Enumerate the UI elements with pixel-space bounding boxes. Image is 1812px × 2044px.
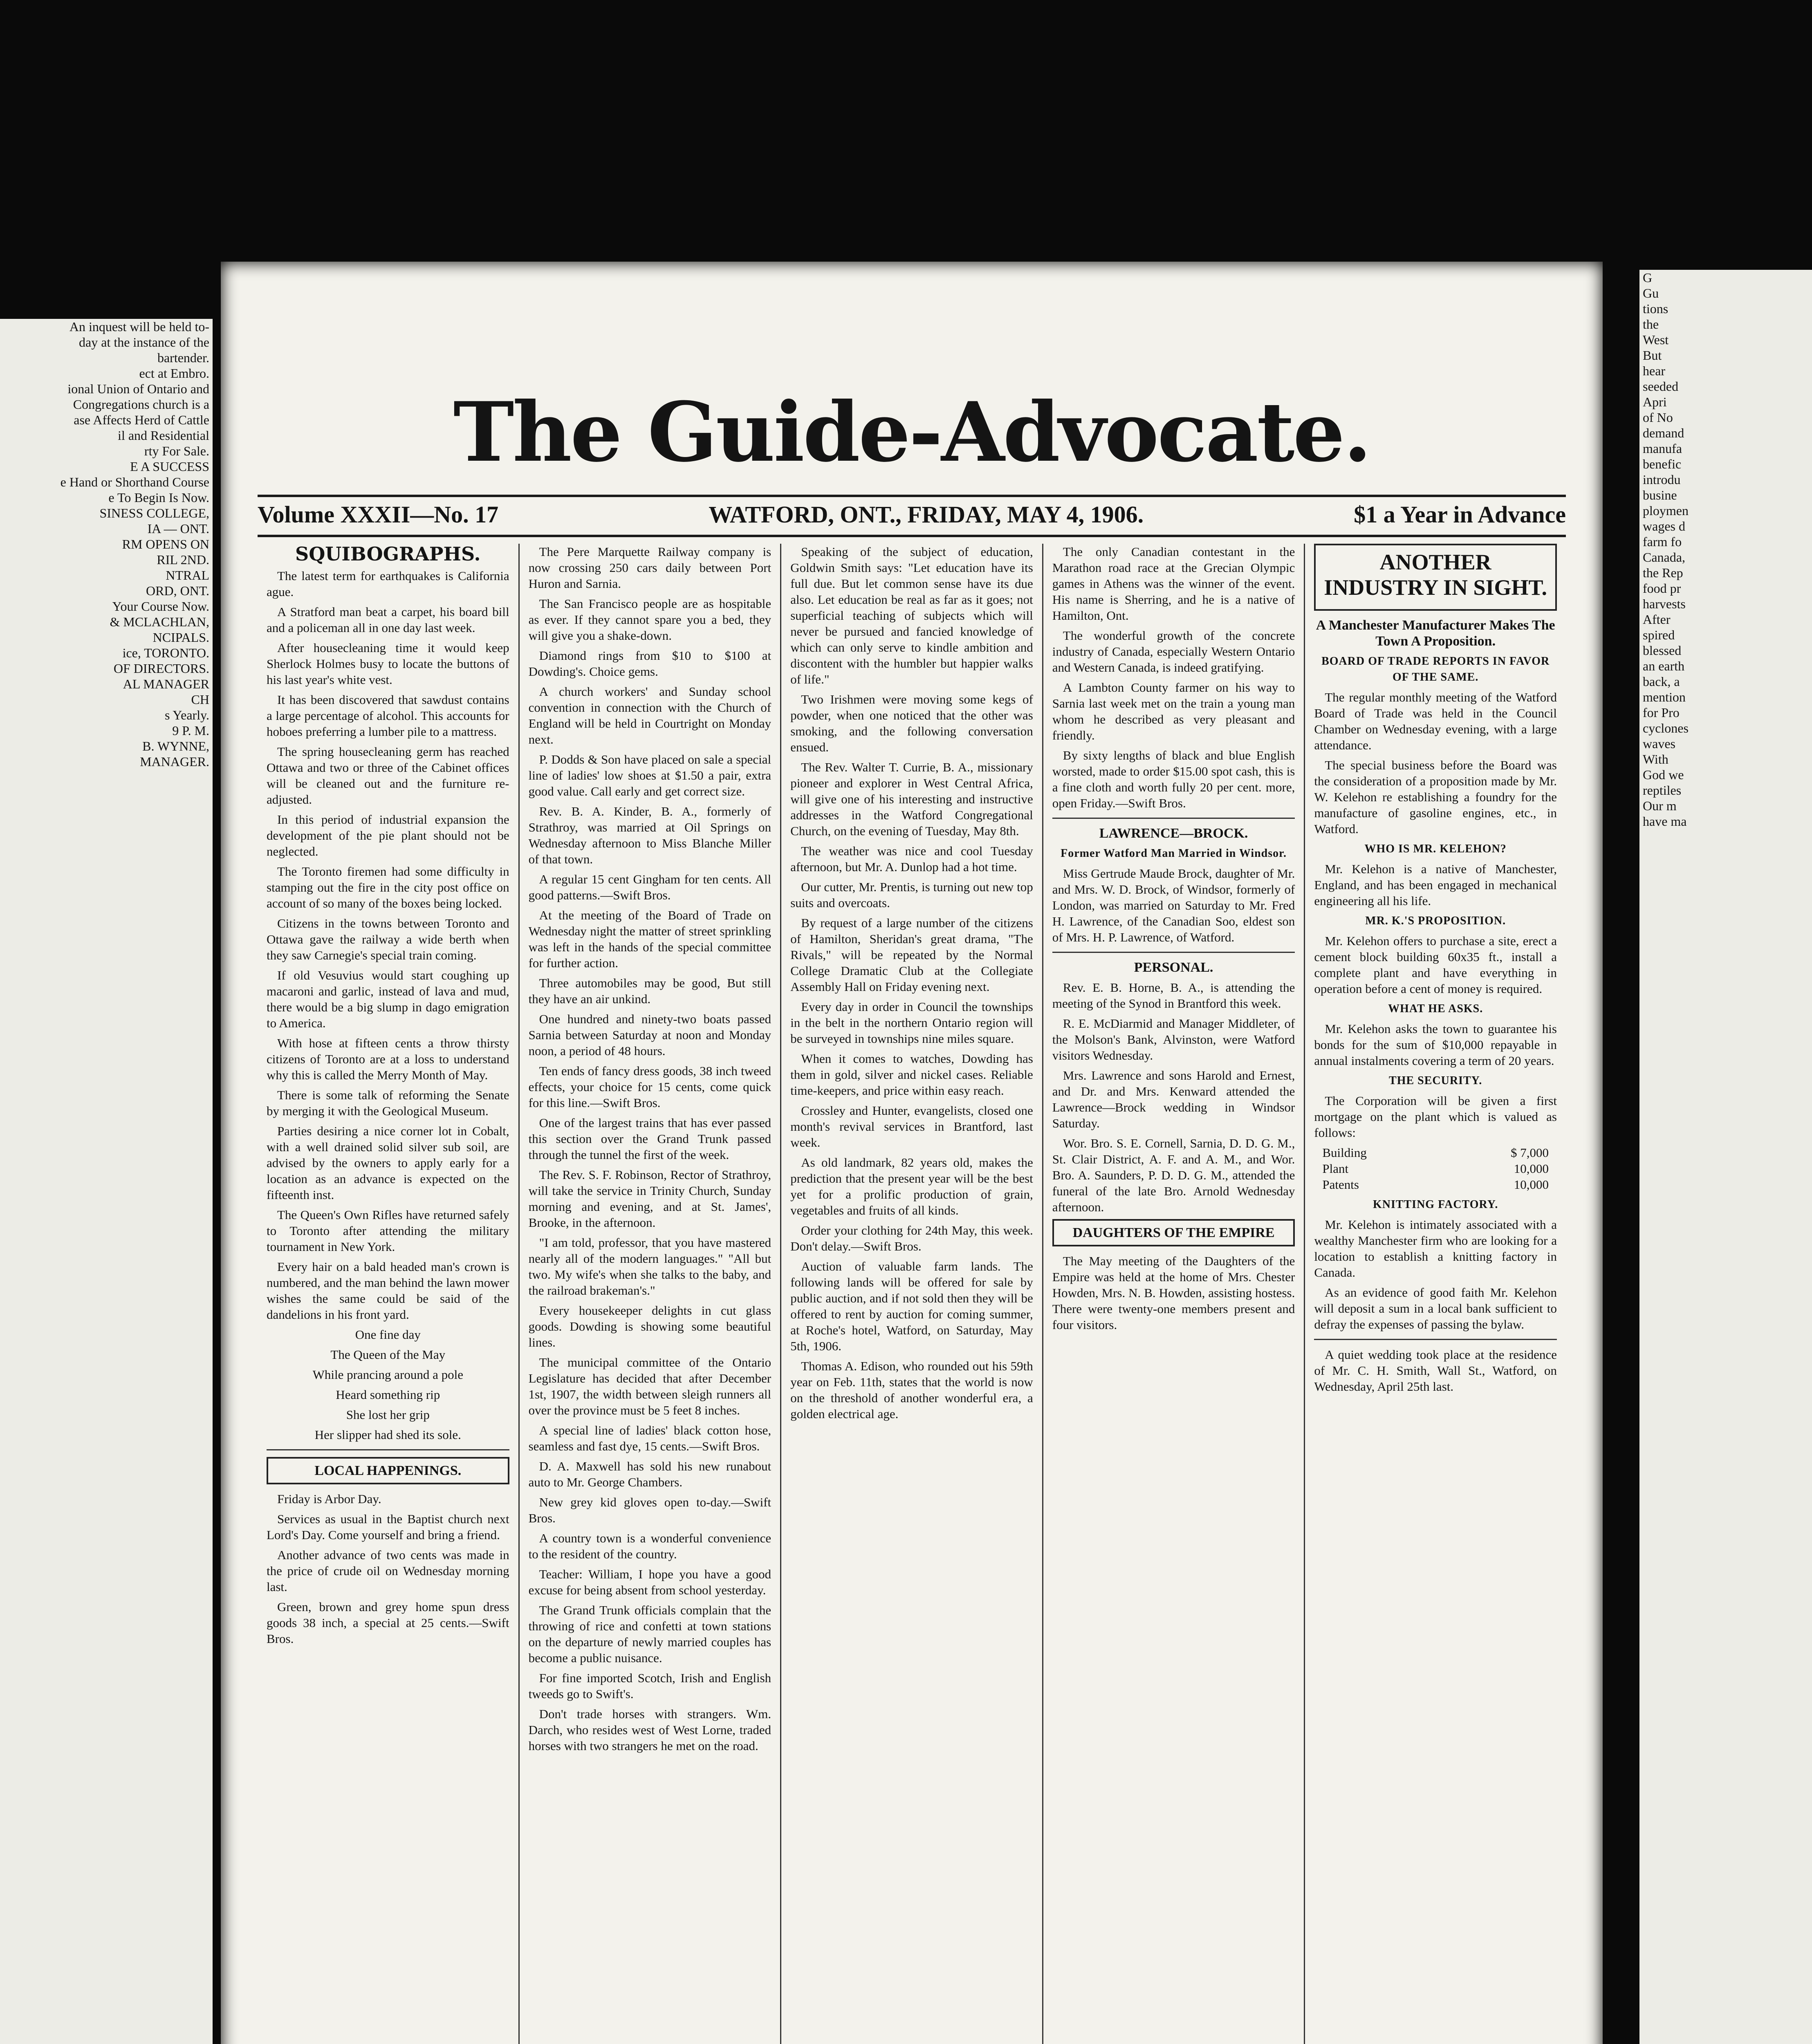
local-item: Services as usual in the Baptist church next Lord's Day. Come yourself and bring a friend. (267, 1512, 509, 1542)
who-heading: WHO IS MR. KELEHON? (1364, 843, 1507, 855)
security-row (1314, 1161, 1557, 1177)
fragment-line: With (1643, 752, 1668, 766)
security-value: 10,000 (1514, 1161, 1549, 1176)
poem (267, 1327, 509, 1443)
security-label: Patents (1322, 1177, 1359, 1192)
daughters-heading: DAUGHTERS OF THE EMPIRE (1072, 1225, 1275, 1240)
fragment-line: But (1643, 348, 1662, 363)
local-item: Another advance of two cents was made in the price of crude oil on Wednesday morning last. (267, 1548, 509, 1594)
personal-item: R. E. McDiarmid and Manager Middleter, of the Molson's Bank, Alvinston, were Watford visitors Wednesday. (1052, 1016, 1295, 1062)
divider (267, 1449, 509, 1450)
fragment-line: food pr (1643, 581, 1681, 596)
fragment-line: 9 P. M. (172, 723, 209, 738)
board-of-trade-subhead: BOARD OF TRADE REPORTS IN FAVOR OF THE SAME. (1321, 655, 1550, 684)
industry-headline: ANOTHER INDUSTRY IN SIGHT. (1324, 550, 1547, 600)
fragment-line: reptiles (1643, 783, 1682, 798)
fragment-line: God we (1643, 767, 1684, 782)
squibographs-heading: SQUIBOGRAPHS. (295, 544, 481, 565)
fragment-line: Gu (1643, 286, 1659, 300)
fragment-line: an earth (1643, 659, 1685, 673)
article-paragraph: Mr. Kelehon asks the town to guarantee his bonds for the sum of $10,000 repayable in annual instalments covering a term of 20 years. (1314, 1022, 1557, 1068)
fragment-line: waves (1643, 736, 1675, 751)
dateline (258, 501, 1566, 528)
security-value: $ 7,000 (1510, 1145, 1549, 1160)
squib-item: The Queen's Own Rifles have returned safely to Toronto after attending the military tournament in New York. (267, 1208, 509, 1254)
fragment-line: E A SUCCESS (130, 459, 209, 474)
poem-line: While prancing around a pole (312, 1367, 463, 1382)
news-item: By sixty lengths of black and blue English worsted, made to order $15.00 spot cash, this is a fine cloth and worth fully 20 per cent. more, open Friday.—Swift Bros. (1052, 748, 1295, 810)
right-fragment-text (1639, 270, 1812, 829)
news-item: Every housekeeper delights in cut glass goods. Dowding is showing some beautiful lines. (528, 1303, 771, 1349)
fragment-line: wages d (1643, 519, 1685, 533)
daughters-text: The May meeting of the Daughters of the Empire was held at the home of Mrs. Chester Howden, Mrs. N. B. Howden, assisting hostess. There were twenty-one members present and four visitors. (1052, 1254, 1295, 1332)
fragment-line: OF DIRECTORS. (113, 661, 209, 676)
news-item: Rev. B. A. Kinder, B. A., formerly of Strathroy, was married at Oil Springs on Wednesday afternoon to Miss Blanche Miller of that town. (528, 804, 771, 866)
fragment-line: ional Union of Ontario and (67, 381, 209, 396)
poem-line: Heard something rip (336, 1387, 440, 1402)
column-2 (520, 544, 782, 2044)
fragment-line: demand (1643, 426, 1684, 440)
news-item: Teacher: William, I hope you have a good excuse for being absent from school yesterday. (528, 1567, 771, 1597)
article-paragraph: Mr. Kelehon is a native of Manchester, England, and has been engaged in mechanical engineering all his life. (1314, 862, 1557, 908)
squib-item: The latest term for earthquakes is California ague. (267, 569, 509, 599)
article-paragraph: The Corporation will be given a first mortgage on the plant which is valued as follows: (1314, 1094, 1557, 1140)
column-2-items (529, 544, 771, 1754)
news-item: Crossley and Hunter, evangelists, closed one month's revival services in Brantford, last week. (790, 1103, 1033, 1150)
news-item: At the meeting of the Board of Trade on Wednesday night the matter of street sprinkling was left in the hands of the special committee for further action. (528, 908, 771, 970)
news-item: The Grand Trunk officials complain that the throwing of rice and confetti at town stations on the departure of newly married couples has become a public nuisance. (528, 1603, 771, 1665)
masthead-rule-bottom (258, 535, 1566, 537)
news-item: Diamond rings from $10 to $100 at Dowding's. Choice gems. (528, 648, 771, 679)
fragment-line: the (1643, 317, 1659, 332)
fragment-line: farm fo (1643, 534, 1682, 549)
fragment-line: of No (1643, 410, 1673, 425)
poem-line: Her slipper had shed its sole. (314, 1428, 461, 1442)
news-item: Our cutter, Mr. Prentis, is turning out new top suits and overcoats. (790, 880, 1033, 910)
squib-item: Parties desiring a nice corner lot in Cobalt, with a well drained solid silver sub soil, are advised by the owners to apply early for a location as an advance is expected on the fifteenth inst. (267, 1124, 509, 1202)
news-item: A Lambton County farmer on his way to Sarnia last week met on the train a young man whom he described as very pleasant and friendly. (1052, 680, 1295, 742)
news-item: The wonderful growth of the concrete industry of Canada, especially Western Ontario and Western Canada, is indeed gratifying. (1052, 628, 1295, 675)
fragment-line: tions (1643, 301, 1668, 316)
industry-headline-box (1314, 544, 1557, 611)
fragment-line: busine (1643, 488, 1677, 502)
fragment-line: West (1643, 332, 1669, 347)
fragment-line: After (1643, 612, 1671, 627)
fragment-line: harvests (1643, 596, 1686, 611)
wedding-text: Miss Gertrude Maude Brock, daughter of Mr. and Mrs. W. D. Brock, of Windsor, formerly of London, was married on Saturday to Mr. Fred H. Lawrence, of the Canadian Soo, eldest son of Mrs. H. P. Lawrence, of Watford. (1052, 866, 1295, 944)
security-label: Building (1322, 1145, 1367, 1160)
security-heading: THE SECURITY. (1389, 1074, 1482, 1087)
article-paragraph: Mr. Kelehon offers to purchase a site, erect a cement block building 60x35 ft., install a complete plant and have everything in operation before a cent of money is required. (1314, 934, 1557, 996)
fragment-line: B. WYNNE, (142, 739, 209, 753)
local-happenings-heading: LOCAL HAPPENINGS. (314, 1463, 462, 1478)
fragment-line: seeded (1643, 379, 1679, 394)
squib-item: If old Vesuvius would start coughing up macaroni and garlic, instead of lava and mud, there would be a big slump in dago emigration to America. (267, 968, 509, 1030)
personal-item: Rev. E. B. Horne, B. A., is attending the meeting of the Synod in Brantford this week. (1052, 980, 1295, 1011)
fragment-line: Canada, (1643, 550, 1685, 565)
fragment-line: s Yearly. (164, 708, 209, 722)
fragment-line: Our m (1643, 798, 1677, 813)
column-1 (258, 544, 520, 2044)
fragment-line: have ma (1643, 814, 1687, 829)
fragment-line: MANAGER. (140, 754, 209, 769)
article-paragraph: The special business before the Board was the consideration of a proposition made by Mr. W. Kelehon re establishing a foundry for the manufacture of gasoline engines, etc., in Watford. (1314, 758, 1557, 836)
news-item: When it comes to watches, Dowding has them in gold, silver and nickel cases. Reliable time-keepers, and price within easy reach. (790, 1051, 1033, 1098)
news-item: Every day in order in Council the townships in the belt in the northern Ontario region will be surveyed in townships nine miles square. (790, 1000, 1033, 1046)
article-paragraph: As an evidence of good faith Mr. Kelehon will deposit a sum in a local bank sufficient to defray the expenses of passing the bylaw. (1314, 1285, 1557, 1331)
divider (1052, 818, 1295, 819)
poem-line: The Queen of the May (330, 1347, 446, 1362)
article-paragraph: A quiet wedding took place at the residence of Mr. C. H. Smith, Wall St., Watford, on Wednesday, April 25th last. (1314, 1347, 1557, 1394)
news-item: "I am told, professor, that you have mastered nearly all of the modern languages." "All but two. My wife's when she talks to the baby, and the railroad brakeman's." (528, 1235, 771, 1298)
divider (1314, 1339, 1557, 1340)
fragment-line: AL MANAGER (123, 677, 209, 691)
news-item: Two Irishmen were moving some kegs of powder, when one noticed that the other was smoking, and the following conversation ensued. (790, 692, 1033, 754)
fragment-line: Your Course Now. (112, 599, 209, 614)
proposition-heading: MR. K.'S PROPOSITION. (1365, 914, 1506, 927)
squib-item: A Stratford man beat a carpet, his board bill and a policeman all in one day last week. (267, 605, 509, 635)
fragment-line: benefic (1643, 457, 1682, 471)
volume-number: Volume XXXII—No. 17 (258, 501, 499, 528)
news-item: The municipal committee of the Ontario Legislature has decided that after December 1st, 1907, the width between sleigh runners all over the province must be 5 feet 8 inches. (528, 1355, 771, 1417)
news-item: One hundred and ninety-two boats passed Sarnia between Saturday at noon and Monday noon, a period of 48 hours. (528, 1012, 771, 1058)
column-4-items (1052, 544, 1295, 811)
fragment-line: introdu (1643, 472, 1681, 487)
fragment-line: ice, TORONTO. (122, 645, 209, 660)
fragment-line: ect at Embro. (139, 366, 209, 381)
column-5 (1305, 544, 1566, 2044)
news-item: For fine imported Scotch, Irish and English tweeds go to Swift's. (528, 1671, 771, 1701)
fragment-line: ploymen (1643, 503, 1689, 518)
news-item: A country town is a wonderful convenience to the resident of the country. (528, 1531, 771, 1561)
local-happenings-box (267, 1457, 509, 1484)
squib-item: There is some talk of reforming the Senate by merging it with the Geological Museum. (267, 1088, 509, 1118)
newspaper-page (221, 262, 1603, 2044)
security-value: 10,000 (1514, 1177, 1549, 1192)
squib-item: With hose at fifteen cents a throw thirsty citizens of Toronto are at a loss to understand why this is called the Merry Month of May. (267, 1036, 509, 1082)
news-item: The only Canadian contestant in the Marathon road race at the Grecian Olympic games in Athens was the winner of the event. His name is Sherring, and he is a native of Hamilton, Ont. (1052, 545, 1295, 623)
divider (1052, 952, 1295, 953)
security-label: Plant (1322, 1161, 1349, 1176)
news-item: Auction of valuable farm lands. The following lands will be offered for sale by public auction, and if not sold then they will be offered to rent by auction for coming summer, at Roche's hotel, Watford, on Saturday, May 5th, 1906. (790, 1259, 1033, 1353)
squib-item: The Toronto firemen had some difficulty in stamping out the fire in the city post office on account of so many of the boxes being locked. (267, 864, 509, 910)
news-item: As old landmark, 82 years old, makes the prediction that the present year will be the best yet for a prolific production of grain, vegetables and fruits of all kinds. (790, 1155, 1033, 1217)
fragment-line: e To Begin Is Now. (108, 490, 209, 505)
news-item: Thomas A. Edison, who rounded out his 59th year on Feb. 11th, states that the world is now on the threshold of another wonderful era, a golden electrical age. (790, 1359, 1033, 1421)
fragment-line: G (1643, 270, 1653, 285)
news-item: One of the largest trains that has ever passed this section over the Grand Trunk passed through the tunnel the first of the week. (528, 1116, 771, 1162)
wedding-subheading: Former Watford Man Married in Windsor. (1061, 847, 1287, 860)
fragment-line: day at the instance of the (79, 335, 209, 350)
fragment-line: e Hand or Shorthand Course (60, 475, 209, 489)
squib-item: In this period of industrial expansion the development of the pie plant should not be neglected. (267, 812, 509, 858)
article-paragraph: The regular monthly meeting of the Watford Board of Trade was held in the Council Chamber on Wednesday evening, with a large attendance. (1314, 690, 1557, 752)
column-4 (1043, 544, 1305, 2044)
left-page-fragment (0, 319, 213, 2044)
squib-item: Citizens in the towns between Toronto and Ottawa gave the railway a wide berth when they saw Carnegie's special train coming. (267, 916, 509, 962)
fragment-line: RIL 2ND. (157, 552, 209, 567)
fragment-line: An inquest will be held to- (69, 319, 209, 334)
fragment-line: RM OPENS ON (122, 537, 209, 551)
fragment-line: ase Affects Herd of Cattle (74, 412, 209, 427)
fragment-line: NTRAL (166, 568, 209, 583)
asks-heading: WHAT HE ASKS. (1388, 1002, 1483, 1015)
fragment-line: rty For Sale. (144, 444, 209, 458)
local-item: Green, brown and grey home spun dress goods 38 inch, a special at 25 cents.—Swift Bros. (267, 1600, 509, 1646)
local-item: Friday is Arbor Day. (277, 1492, 381, 1506)
left-fragment-text (0, 319, 213, 769)
news-item: Don't trade horses with strangers. Wm. Darch, who resides west of West Lorne, traded horses with two strangers he met on the road. (528, 1707, 771, 1753)
poem-line: She lost her grip (346, 1407, 430, 1422)
right-page-fragment (1639, 270, 1812, 2044)
news-item: The Rev. S. F. Robinson, Rector of Strathroy, will take the service in Trinity Church, Sunday morning and evening, and at St. James', Brooke, in the afternoon. (528, 1168, 771, 1230)
daughters-box (1052, 1219, 1295, 1246)
security-row (1314, 1145, 1557, 1161)
masthead-rule-top (258, 495, 1566, 497)
news-item: The Rev. Walter T. Currie, B. A., missionary pioneer and explorer in West Central Africa, will give one of his interesting and instructive addresses in the Watford Congregational Church, on the evening of Tuesday, May 8th. (790, 760, 1033, 838)
fragment-line: spired (1643, 628, 1675, 642)
personal-item: Wor. Bro. S. E. Cornell, Sarnia, D. D. G. M., St. Clair District, A. F. and A. M., and Wor. Bro. A. Saunders, P. D. D. G. M., attended the funeral of the late Bro. Arnold Wednesday afternoon. (1052, 1136, 1295, 1214)
fragment-line: mention (1643, 690, 1686, 704)
news-item: A regular 15 cent Gingham for ten cents. All good patterns.—Swift Bros. (528, 872, 771, 902)
fragment-line: SINESS COLLEGE, (99, 506, 209, 520)
news-item: By request of a large number of the citizens of Hamilton, Sheridan's great drama, "The Rivals," will be repeated by the Normal College Dramatic Club at the Collegiate Assembly Hall on Friday evening next. (790, 916, 1033, 994)
fragment-line: manufa (1643, 441, 1682, 456)
column-3-items (790, 544, 1033, 1422)
news-item: Speaking of the subject of education, Goldwin Smith says: "Let education have its full due. But let common sense have its due also. Let education be real as far as it goes; not superficial teaching of subjects which will never be pursued and fancied knowledge of which can only serve to kindle ambition and discontent with the humbler but happier walks of life." (790, 545, 1033, 686)
news-item: P. Dodds & Son have placed on sale a special line of ladies' low shoes at $1.50 a pair, extra good value. Call early and get correct size. (528, 752, 771, 798)
news-item: D. A. Maxwell has sold his new runabout auto to Mr. George Chambers. (528, 1459, 771, 1489)
place-date: WATFORD, ONT., FRIDAY, MAY 4, 1906. (709, 501, 1144, 528)
poem-line: One fine day (355, 1327, 421, 1342)
security-row (1314, 1177, 1557, 1192)
fragment-line: bartender. (157, 350, 209, 365)
squib-item: After housecleaning time it would keep Sherlock Holmes busy to locate the buttons of his last year's white vest. (267, 641, 509, 687)
fragment-line: the Rep (1643, 565, 1683, 580)
column-3 (781, 544, 1043, 2044)
news-item: The weather was nice and cool Tuesday afternoon, but Mr. A. Dunlop had a hot time. (790, 844, 1033, 874)
fragment-line: Congregations church is a (73, 397, 209, 412)
article-paragraph: Mr. Kelehon is intimately associated with a wealthy Manchester firm who are looking for a location to establish a knitting factory in Canada. (1314, 1217, 1557, 1280)
squib-item: Every hair on a bald headed man's crown is numbered, and the man behind the lawn mower wishes the same could be said of the dandelions in his front yard. (267, 1260, 509, 1322)
local-happenings-list (267, 1491, 509, 1647)
wedding-heading: LAWRENCE—BROCK. (1099, 826, 1248, 841)
news-item: New grey kid gloves open to-day.—Swift Bros. (528, 1495, 771, 1525)
news-item: Order your clothing for 24th May, this week. Don't delay.—Swift Bros. (790, 1223, 1033, 1253)
security-table (1314, 1145, 1557, 1192)
industry-subhead: A Manchester Manufacturer Makes The Town A Proposition. (1316, 618, 1555, 649)
fragment-line: hear (1643, 363, 1666, 378)
fragment-line: blessed (1643, 643, 1682, 658)
news-item: The Pere Marquette Railway company is now crossing 250 cars daily between Port Huron and Sarnia. (528, 545, 771, 591)
personal-heading: PERSONAL. (1134, 960, 1213, 975)
news-item: The San Francisco people are as hospitable as ever. If they cannot spare you a bed, they will give you a shake-down. (528, 596, 771, 643)
news-item: Ten ends of fancy dress goods, 38 inch tweed effects, your choice for 15 cents, come quick for this line.—Swift Bros. (528, 1064, 771, 1110)
subscription-price: $1 a Year in Advance (1354, 501, 1566, 528)
squib-item: The spring housecleaning germ has reached Ottawa and two or three of the Cabinet offices will be cleaned out and the furniture re-adjusted. (267, 744, 509, 807)
personal-item: Mrs. Lawrence and sons Harold and Ernest, and Dr. and Mrs. Kenward attended the Lawrence—Brock wedding in Windsor Saturday. (1052, 1068, 1295, 1130)
news-item: A church workers' and Sunday school convention in connection with the Church of England will be held in Courtright on Monday next. (528, 684, 771, 746)
fragment-line: Apri (1643, 394, 1667, 409)
squibographs-list (267, 568, 509, 1322)
fragment-line: & MCLACHLAN, (110, 614, 209, 629)
news-item: A special line of ladies' black cotton hose, seamless and fast dye, 15 cents.—Swift Bros. (528, 1423, 771, 1453)
fragment-line: CH (191, 692, 209, 707)
news-item: Three automobiles may be good, But still they have an air unkind. (528, 976, 771, 1006)
fragment-line: il and Residential (118, 428, 209, 443)
columns (258, 544, 1566, 2044)
masthead-title: The Guide-Advocate. (453, 384, 1370, 480)
fragment-line: ORD, ONT. (146, 583, 209, 598)
fragment-line: cyclones (1643, 721, 1689, 735)
knitting-heading: KNITTING FACTORY. (1372, 1198, 1498, 1211)
squib-item: It has been discovered that sawdust contains a large percentage of alcohol. This accounts for hoboes preferring a lumber pile to a mattress. (267, 693, 509, 739)
fragment-line: IA — ONT. (147, 521, 209, 536)
fragment-line: NCIPALS. (152, 630, 209, 645)
fragment-line: for Pro (1643, 705, 1680, 720)
fragment-line: back, a (1643, 674, 1680, 689)
personal-list (1052, 979, 1295, 1215)
